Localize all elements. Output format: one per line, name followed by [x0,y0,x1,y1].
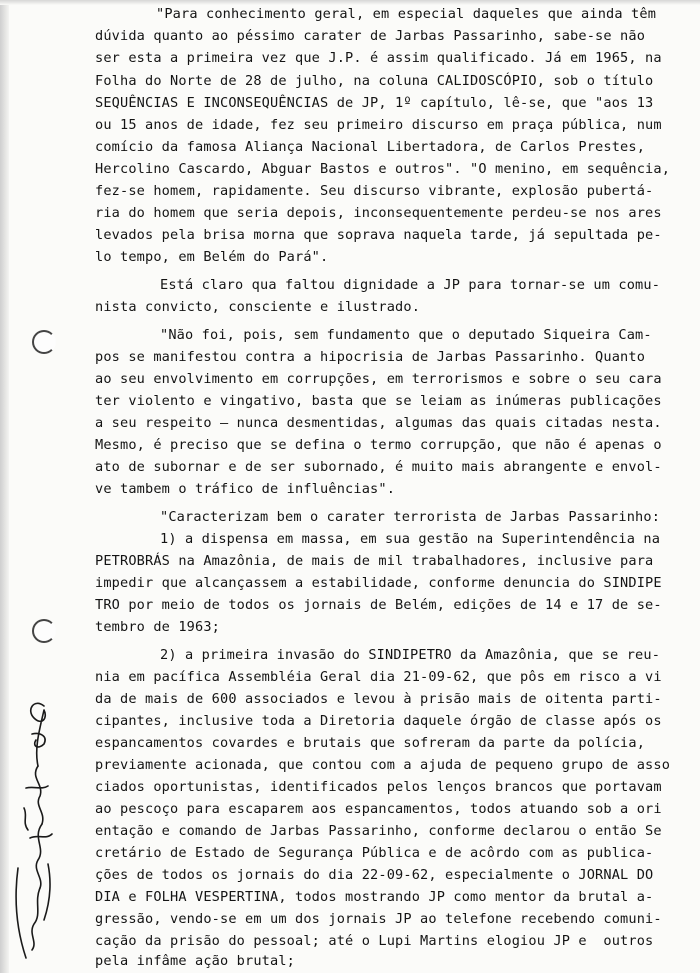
text-line: TRO por meio de todos os jornais de Belém, edições de 14 e 17 de se- [95,597,662,613]
text-line: ao pescoço para escaparem aos espancamentos, todos atuando sob a ori [95,801,662,817]
text-line: previamente acionada, que contou com a ajuda de pequeno grupo de asso [95,757,671,773]
text-line: tembro de 1963; [95,619,221,635]
text-line: cação da prisão do pessoal; até o Lupi Martins elogiou JP e outros [95,933,654,949]
text-line: ve tambem o tráfico de influências". [95,481,396,497]
text-line: ter violento e vingativo, basta que se leiam as inúmeras publicações [95,393,662,409]
text-line: gressão, vendo-se em um dos jornais JP ao telefone recebendo comuni- [95,911,662,927]
punch-hole-lower [32,619,56,643]
text-line: Folha do Norte de 28 de julho, na coluna CALIDOSCÓPIO, sob o título [95,73,654,89]
text-line: ato de subornar e de ser subornado, é muito mais abrangente e envol- [95,459,662,475]
text-line: ções de todos os jornais do dia 22-09-62, especialmente o JORNAL DO [95,867,654,883]
text-line: pos se manifestou contra a hipocrisia de Jarbas Passarinho. Quanto [95,349,646,365]
text-line: "Caracterizam bem o carater terrorista de Jarbas Passarinho: [160,509,661,525]
text-line: dúvida quanto ao péssimo carater de Jarbas Passarinho, sabe-se não [95,28,646,44]
text-line: comício da famosa Aliança Nacional Libertadora, de Carlos Prestes, [95,139,646,155]
text-line: SEQUÊNCIAS E INCONSEQUÊNCIAS de JP, 1º capítulo, lê-se, que "aos 13 [95,95,654,111]
text-line: ser esta a primeira vez que J.P. é assim qualificado. Já em 1965, na [95,50,662,66]
text-line: espancamentos covardes e brutais que sofreram da parte da polícia, [95,735,646,751]
punch-hole-upper [32,330,56,354]
text-line: impedir que alcançassem a estabilidade, conforme denuncia do SINDIPE [95,575,662,591]
text-line: ria do homem que seria depois, inconsequentemente perdeu-se nos ares [95,205,662,221]
text-line: levados pela brisa morna que soprava naquela tarde, já sepultada pe- [95,227,662,243]
text-line: da de mais de 600 associados e levou à prisão mais de oitenta parti- [95,691,662,707]
text-line: DIA e FOLHA VESPERTINA, todos mostrando JP como mentor da brutal a- [95,889,654,905]
text-line: pela infâme ação brutal; [95,953,296,969]
handwritten-signature [4,688,64,968]
text-line: "Para conhecimento geral, em especial daqueles que ainda têm [156,6,657,22]
text-line: fez-se homem, rapidamente. Seu discurso vibrante, explosão pubertá- [95,183,654,199]
text-line: cretário de Estado de Segurança Pública e de acôrdo com as publica- [95,845,654,861]
text-line: Está claro qua faltou dignidade a JP para tornar-se um comu- [160,277,661,293]
text-line: "Não foi, pois, sem fundamento que o deputado Siqueira Cam- [160,327,652,343]
text-line: PETROBRÁS na Amazônia, de mais de mil trabalhadores, inclusive para [95,553,654,569]
text-line: a seu respeito — nunca desmentidas, algumas das quais citadas nesta. [95,415,662,431]
text-line: cipantes, inclusive toda a Diretoria daquele órgão de classe após os [95,713,662,729]
text-line: ou 15 anos de idade, fez seu primeiro discurso em praça pública, num [95,117,662,133]
text-line: ao seu envolvimento em corrupções, em terrorismos e sobre o seu cara [95,371,662,387]
text-line: entação e comando de Jarbas Passarinho, conforme declarou o então Se [95,823,662,839]
text-line: Hercolino Cascardo, Abguar Bastos e outros". "O menino, em sequência, [95,161,671,177]
text-line: Mesmo, é preciso que se defina o termo corrupção, que não é apenas o [95,437,662,453]
text-line: nia em pacífica Assembléia Geral dia 21-09-62, que pôs em risco a vi [95,669,662,685]
text-line: 1) a dispensa em massa, em sua gestão na Superintendência na [160,531,661,547]
text-line: 2) a primeira invasão do SINDIPETRO da Amazônia, que se reu- [160,647,661,663]
text-line: ciados oportunistas, identificados pelos lenços brancos que portavam [95,779,662,795]
text-line: nista convicto, consciente e ilustrado. [95,299,421,315]
text-line: lo tempo, em Belém do Pará". [95,249,329,265]
